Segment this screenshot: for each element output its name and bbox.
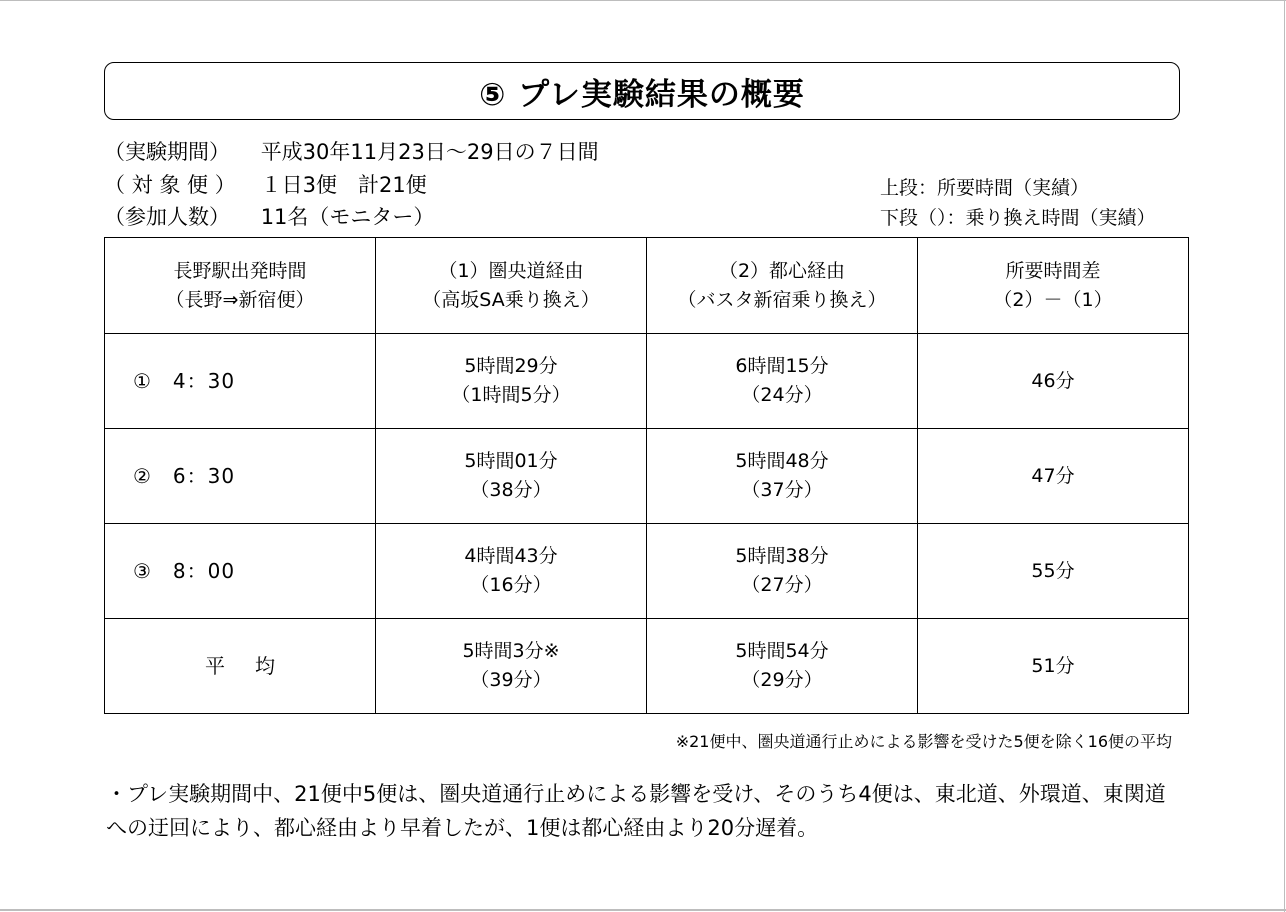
info-services: [104, 169, 427, 199]
departure-cell: ③ 8：00: [105, 524, 376, 619]
info-period-label: （実験期間）: [104, 140, 230, 164]
route1-time: 5時間3分※: [462, 640, 560, 662]
route1-transfer: （1時間5分）: [451, 384, 571, 406]
header-departure-line2: （長野⇒新宿便）: [165, 288, 315, 311]
header-route2-line1: （2）都心経由: [718, 259, 846, 282]
route2-time: 5時間48分: [735, 450, 829, 472]
title-box: [104, 62, 1180, 120]
table-row: [105, 524, 1189, 619]
legend-upper: 上段：所要時間（実績）: [880, 177, 1090, 199]
results-table: [104, 237, 1189, 714]
info-participants: [104, 201, 434, 231]
route1-transfer: （39分）: [470, 669, 552, 691]
table-row-average: [105, 619, 1189, 714]
info-period: [104, 136, 599, 166]
route2-transfer: （27分）: [741, 574, 823, 596]
info-participants-value: 11名（モニター）: [260, 205, 435, 229]
route1-time: 5時間01分: [464, 450, 558, 472]
route2-transfer: （24分）: [741, 384, 823, 406]
route1-cell: [376, 619, 647, 714]
legend-lower: 下段（）：乗り換え時間（実績）: [880, 207, 1156, 229]
header-route1-line1: （1）圏央道経由: [438, 259, 584, 282]
info-services-label: （ 対 象 便 ）: [104, 173, 236, 197]
route2-cell: [647, 429, 918, 524]
page-title: ⑤ プレ実験結果の概要: [479, 76, 805, 113]
table-header-row: [105, 238, 1189, 334]
route2-transfer: （29分）: [741, 669, 823, 691]
footnote: ※21便中、圏央道通行止めによる影響を受けた5便を除く16便の平均: [675, 732, 1172, 751]
route1-cell: [376, 524, 647, 619]
table-row: [105, 429, 1189, 524]
header-departure: [105, 238, 376, 334]
header-route1: [376, 238, 647, 334]
route1-cell: [376, 429, 647, 524]
route1-transfer: （38分）: [470, 479, 552, 501]
difference-cell: 51分: [918, 619, 1189, 714]
route2-cell: [647, 334, 918, 429]
info-participants-label: （参加人数）: [104, 205, 230, 229]
info-services-value: １日3便 計21便: [260, 173, 427, 197]
route1-time: 4時間43分: [464, 545, 558, 567]
header-route2-line2: （バスタ新宿乗り換え）: [677, 288, 887, 311]
bottom-border-line: [0, 909, 1286, 911]
header-route2: [647, 238, 918, 334]
header-difference-line1: 所要時間差: [1005, 259, 1101, 282]
route2-cell: [647, 619, 918, 714]
header-difference-line2: （2）－（1）: [993, 288, 1113, 311]
average-label-cell: 平均: [105, 619, 376, 714]
header-route1-line2: （高坂SA乗り換え）: [422, 288, 600, 311]
summary-text: ・プレ実験期間中、21便中5便は、圏央道通行止めによる影響を受け、そのうち4便は、東北道、外環道、東関道への迂回により、都心経由より早着したが、1便は都心経由より20分遅着。: [106, 782, 1166, 840]
route2-time: 5時間54分: [735, 640, 829, 662]
route2-time: 5時間38分: [735, 545, 829, 567]
route1-time: 5時間29分: [464, 355, 558, 377]
route1-transfer: （16分）: [470, 574, 552, 596]
right-border-line: [1284, 0, 1285, 912]
table-row: [105, 334, 1189, 429]
difference-cell: 55分: [918, 524, 1189, 619]
header-difference: [918, 238, 1189, 334]
departure-cell: ① 4：30: [105, 334, 376, 429]
difference-cell: 46分: [918, 334, 1189, 429]
route1-cell: [376, 334, 647, 429]
route2-time: 6時間15分: [735, 355, 829, 377]
departure-cell: ② 6：30: [105, 429, 376, 524]
route2-transfer: （37分）: [741, 479, 823, 501]
route2-cell: [647, 524, 918, 619]
top-border-line: [0, 0, 1286, 1]
difference-cell: 47分: [918, 429, 1189, 524]
header-departure-line1: 長野駅出発時間: [173, 259, 307, 282]
info-period-value: 平成30年11月23日～29日の７日間: [260, 140, 599, 164]
